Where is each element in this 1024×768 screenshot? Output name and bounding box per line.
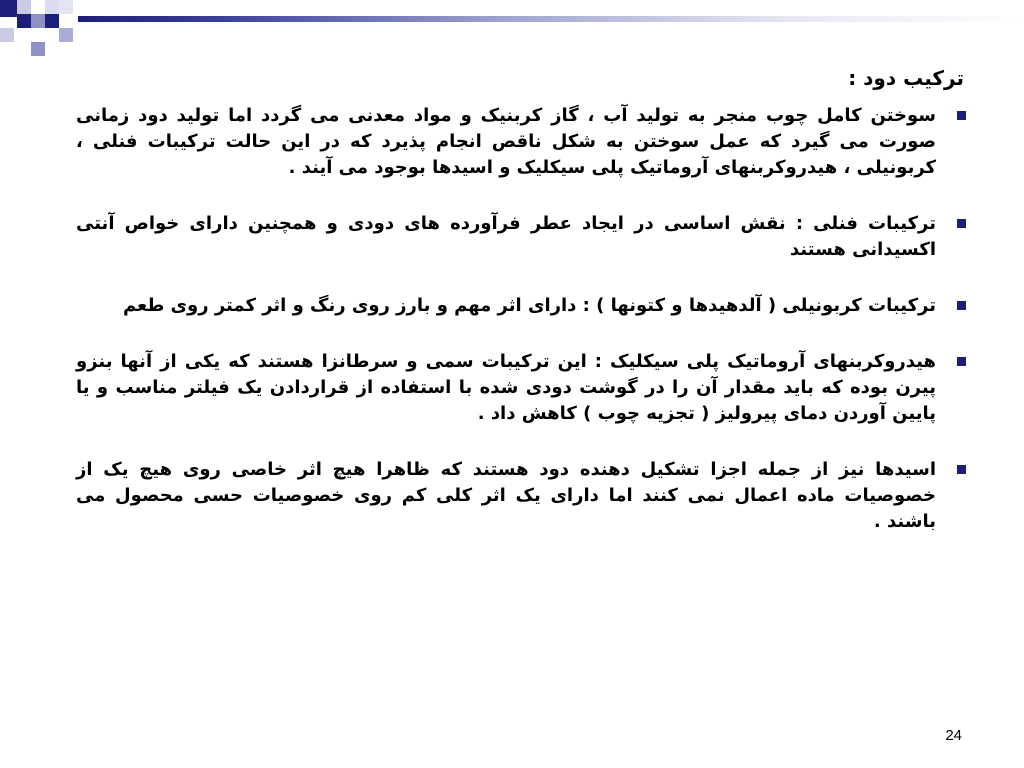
corner-square-dark-1 — [0, 0, 17, 17]
bullet-text: ترکیبات فنلی : نقش اساسی در ایجاد عطر فرآورده های دودی و همچنین دارای خواص آنتی اکسیدانی هستند — [76, 213, 936, 260]
bullet-item — [76, 349, 936, 427]
corner-square-dark-2 — [17, 14, 31, 28]
square-bullet-icon — [957, 111, 966, 120]
square-bullet-icon — [957, 301, 966, 310]
bullet-text: هیدروکربنهای آروماتیک پلی سیکلیک : این ترکیبات سمی و سرطانزا هستند که یکی از آنها بنزو پیرن بوده که باید مقدار آن را در گوشت دودی شده با استفاده از قراردادن یک فیلتر مناسب و یا پایین آوردن دمای پیرولیز ( تجزیه چوب ) کاهش داد . — [76, 351, 936, 424]
top-rule — [78, 16, 1024, 22]
page-number: 24 — [945, 727, 962, 744]
corner-square-light-1 — [17, 0, 31, 14]
bullet-item — [76, 293, 936, 319]
bullet-list — [76, 103, 936, 565]
square-bullet-icon — [957, 219, 966, 228]
bullet-text: سوختن کامل چوب منجر به تولید آب ، گاز کربنیک و مواد معدنی می گردد اما تولید دود زمانی صورت می گیرد که عمل سوختن به شکل ناقص انجام پذیرد که در این حالت ترکیبات فنلی ، کربونیلی ، هیدروکربنهای آروماتیک پلی سیکلیک و اسیدها بوجود می آیند . — [76, 105, 936, 178]
corner-square-light-4 — [59, 0, 73, 14]
corner-square-mid-3 — [59, 28, 73, 42]
corner-square-light-3 — [0, 28, 14, 42]
slide-title: ترکیب دود : — [848, 66, 964, 90]
corner-square-mid-2 — [31, 42, 45, 56]
corner-square-dark-3 — [45, 14, 59, 28]
bullet-item — [76, 103, 936, 181]
square-bullet-icon — [957, 357, 966, 366]
bullet-text: ترکیبات کربونیلی ( آلدهیدها و کتونها ) : دارای اثر مهم و بارز روی رنگ و اثر کمتر روی طعم — [123, 295, 936, 316]
corner-square-light-2 — [45, 0, 59, 14]
bullet-item — [76, 457, 936, 535]
bullet-item — [76, 211, 936, 263]
bullet-text: اسیدها نیز از جمله اجزا تشکیل دهنده دود هستند که ظاهرا هیچ اثر خاصی روی هیچ یک از خصوصیات ماده اعمال نمی کنند اما دارای یک اثر کلی کم روی خصوصیات حسی محصول می باشند . — [76, 459, 936, 532]
corner-square-mid-1 — [31, 14, 45, 28]
corner-decoration — [0, 0, 80, 62]
square-bullet-icon — [957, 465, 966, 474]
